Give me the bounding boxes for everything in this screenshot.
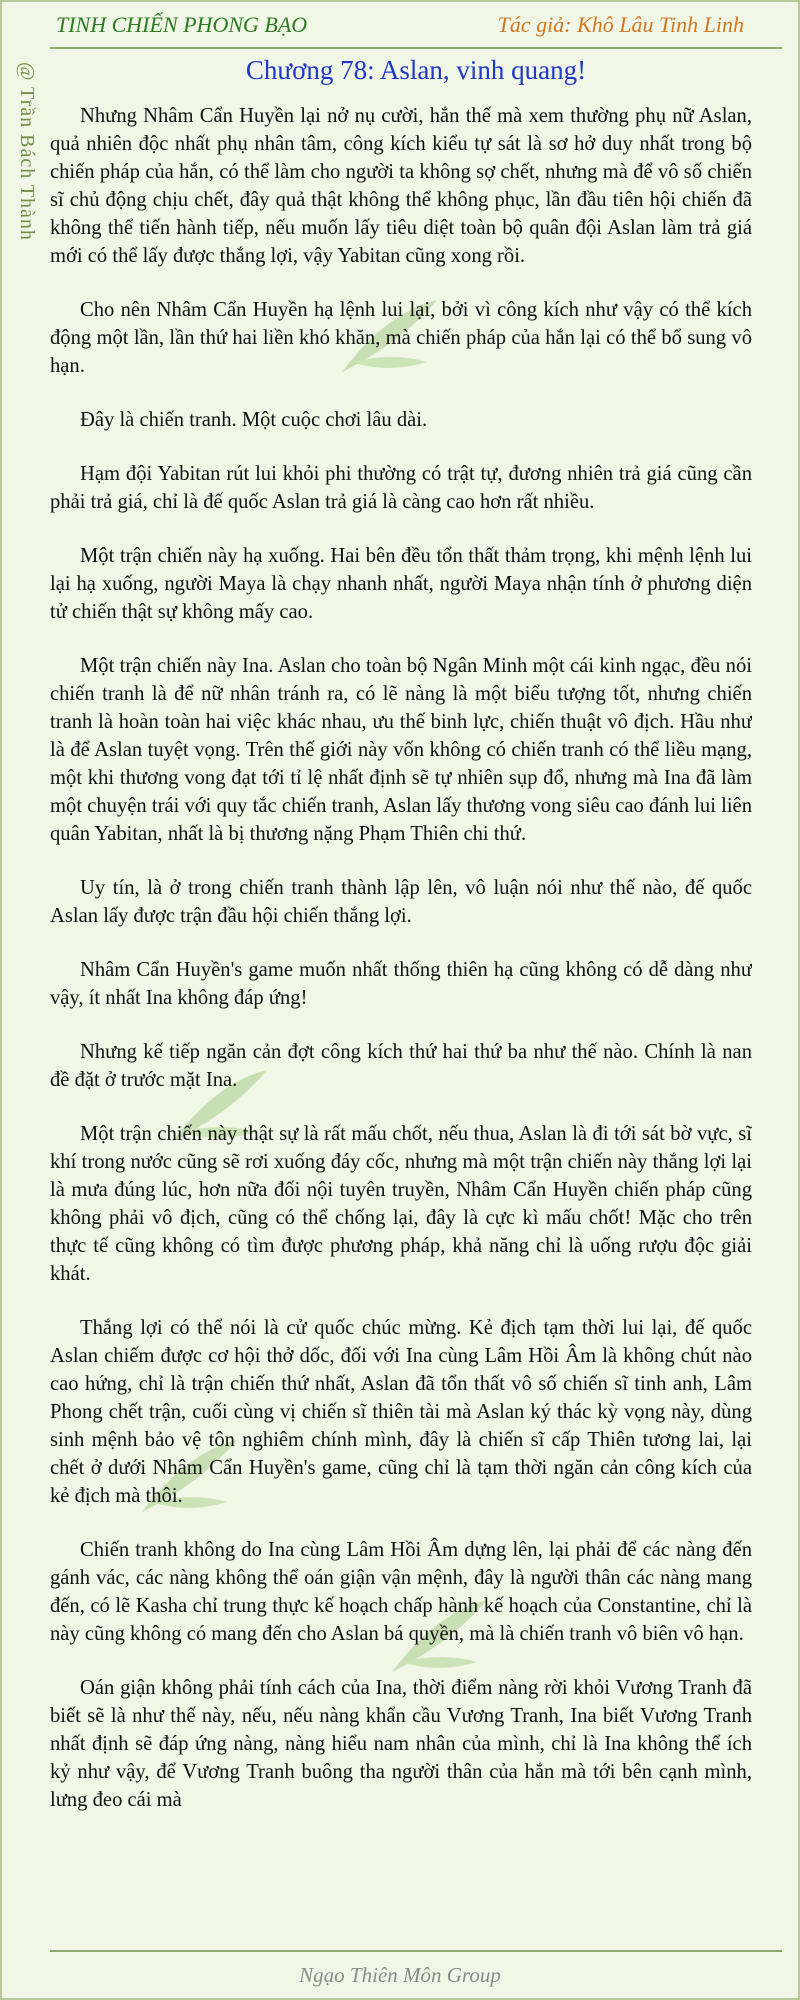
author-name: Tác giả: Khô Lâu Tinh Linh: [497, 12, 744, 37]
paragraph: Nhưng kế tiếp ngăn cản đợt công kích thứ hai thứ ba như thế nào. Chính là nan đề đặt ở trước mặt Ina.: [50, 1041, 752, 1091]
header-divider: [50, 47, 782, 49]
paragraph: Đây là chiến tranh. Một cuộc chơi lâu dài.: [80, 409, 428, 431]
paragraph: Nhưng Nhâm Cẩn Huyền lại nở nụ cười, hắn thế mà xem thường phụ nữ Aslan, quả nhiên độc nhất phụ nhân tâm, công kích kiểu tự sát là sơ hở duy nhất trong bộ chiến pháp của hắn, có thể làm cho người ta không sợ chết, nhưng mà để vô số chiến sĩ chủ động chịu chết, đây quả thật không thể không phục, lần đầu tiên hội chiến đã không thể tiến hành tiếp, nếu muốn lấy tiêu diệt toàn bộ quân đội Aslan làm trả giá mới có thể lấy được thắng lợi, vậy Yabitan cũng xong rồi.: [50, 105, 752, 267]
translator-credit: @ Trần Bách Thành: [16, 62, 38, 241]
paragraph: Uy tín, là ở trong chiến tranh thành lập lên, vô luận nói như thế nào, đế quốc Aslan lấy được trận đầu hội chiến thắng lợi.: [50, 877, 752, 927]
paragraph: Hạm đội Yabitan rút lui khỏi phi thường có trật tự, đương nhiên trả giá cũng cần phải trả giá, chỉ là đế quốc Aslan trả giá là càng cao hơn rất nhiều.: [50, 463, 752, 513]
page-header: [2, 2, 798, 48]
book-title: TINH CHIẾN PHONG BẠO: [56, 12, 308, 37]
paragraph: Nhâm Cẩn Huyền's game muốn nhất thống thiên hạ cũng không có dễ dàng như vậy, ít nhất Ina không đáp ứng!: [50, 959, 752, 1009]
paragraph: Oán giận không phải tính cách của Ina, thời điểm nàng rời khỏi Vương Tranh đã biết sẽ là như thế này, nếu, nếu nàng khẩn cầu Vương Tranh, Ina biết Vương Tranh nhất định sẽ đáp ứng nàng, nàng hiểu nam nhân của mình, chỉ là Ina không thể ích kỷ như vậy, để Vương Tranh buông tha người thân của hắn mà tới bên cạnh mình, lưng đeo cái mà: [50, 1677, 752, 1811]
paragraph: Một trận chiến này hạ xuống. Hai bên đều tổn thất thảm trọng, khi mệnh lệnh lui lại hạ xuống, người Maya là chạy nhanh nhất, người Maya nhận tính ở phương diện tử chiến thật sự không mấy cao.: [50, 545, 752, 623]
paragraph: Một trận chiến này Ina. Aslan cho toàn bộ Ngân Minh một cái kinh ngạc, đều nói chiến tranh là để nữ nhân tránh ra, có lẽ nàng là một biểu tượng tốt, nhưng chiến tranh là hoàn toàn hai việc khác nhau, ưu thế binh lực, chiến thuật vô địch. Hầu như là để Aslan tuyệt vọng. Trên thế giới này vốn không có chiến tranh có thể liều mạng, một khi thương vong đạt tới tỉ lệ nhất định sẽ tự nhiên sụp đổ, nhưng mà Ina đã làm một chuyện trái với quy tắc chiến tranh, Aslan lấy thương vong siêu cao đánh lui liên quân Yabitan, nhất là bị thương nặng Phạm Thiên chi thứ.: [50, 655, 752, 845]
paragraph: Một trận chiến này thật sự là rất mấu chốt, nếu thua, Aslan là đi tới sát bờ vực, sĩ khí trong nước cũng sẽ rơi xuống đáy cốc, nhưng mà một trận chiến này thắng lợi lại là mưa đúng lúc, hơn nữa đối nội tuyên truyền, Nhâm Cẩn Huyền chiến pháp cũng không phải vô địch, cũng có thể chống lại, đây là cực kì mấu chốt! Mặc cho trên thực tế cũng không có tìm được phương pháp, khả năng chỉ là uống rượu độc giải khát.: [50, 1123, 752, 1285]
paragraph: Cho nên Nhâm Cẩn Huyền hạ lệnh lui lại, bởi vì công kích như vậy có thể kích động một lần, lần thứ hai liền khó khăn, mà chiến pháp của hắn lại có thể bổ sung vô hạn.: [50, 299, 752, 377]
paragraph: Chiến tranh không do Ina cùng Lâm Hồi Âm dựng lên, lại phải để các nàng đến gánh vác, các nàng không thể oán giận vận mệnh, đây là người thân các nàng mang đến, có lẽ Kasha chỉ trung thực kế hoạch chấp hành kế hoạch của Constantine, chỉ là này cũng không có mang đến cho Aslan bá quyền, mà là chiến tranh vô biên vô hạn.: [50, 1539, 752, 1645]
chapter-body: [50, 102, 752, 1946]
chapter-title: Chương 78: Aslan, vinh quang!: [245, 55, 587, 85]
footer-group: Ngạo Thiên Môn Group: [299, 1963, 501, 1987]
paragraph: Thắng lợi có thể nói là cử quốc chúc mừng. Kẻ địch tạm thời lui lại, đế quốc Aslan chiếm được cơ hội thở dốc, đối với Ina cùng Lâm Hồi Âm là không chút nào cao hứng, chỉ là trận chiến thứ nhất, Aslan đã tổn thất vô số chiến sĩ tinh anh, Lâm Phong chết trận, cuối cùng vị chiến sĩ thiên tài mà Aslan ký thác kỳ vọng này, dùng sinh mệnh bảo vệ tôn nghiêm chính mình, đây là chiến sĩ cấp Thiên tương lai, lại chết ở dưới Nhâm Cẩn Huyền's game, cũng chỉ là tạm thời ngăn cản công kích của kẻ địch mà thôi.: [50, 1317, 752, 1507]
